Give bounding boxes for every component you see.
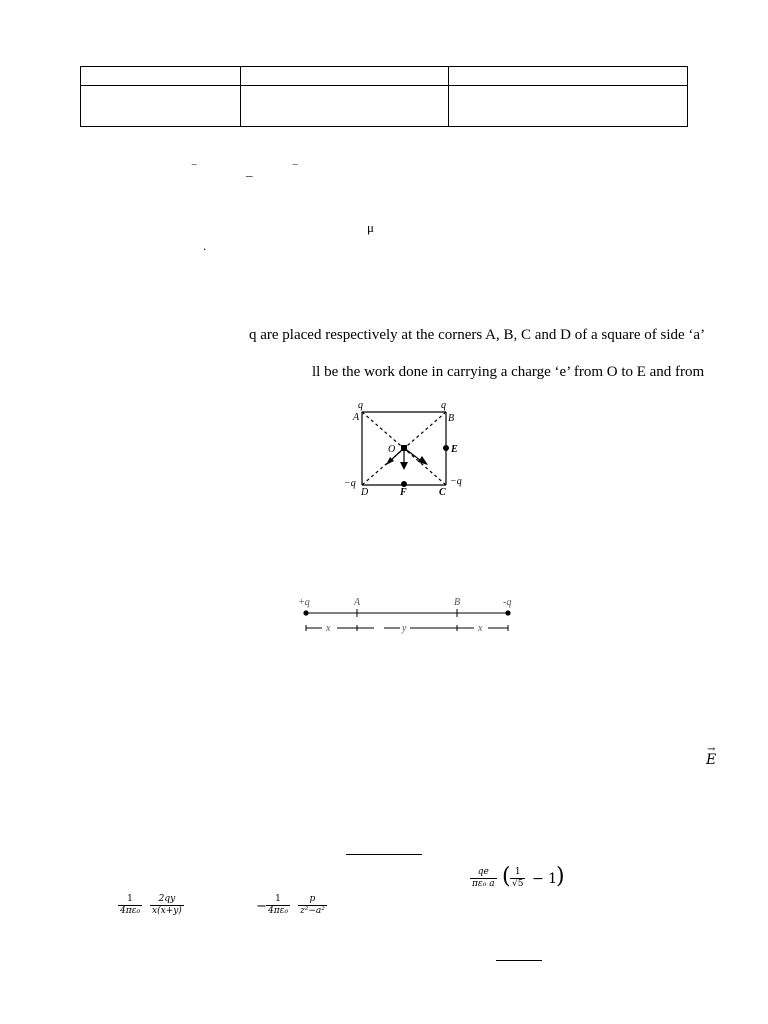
overline-mark: ‾ xyxy=(192,162,197,177)
formula-work-done xyxy=(470,866,570,894)
table-cell xyxy=(81,67,241,86)
vector-e-symbol xyxy=(706,744,717,768)
short-blank-line xyxy=(496,960,542,961)
arrowhead-icon xyxy=(400,462,408,470)
label-minus-q: -q xyxy=(503,597,512,608)
dot-mark: . xyxy=(203,238,207,253)
point-e xyxy=(443,445,449,451)
paren-open: ( xyxy=(502,864,511,889)
fraction: $\frac{1}{√5}$ xyxy=(512,867,524,889)
charge-label-b: q xyxy=(441,400,446,411)
fraction: $\frac{qe}{\text{πε₀ a}}$ xyxy=(472,867,495,889)
table-cell xyxy=(241,67,449,86)
mu-symbol: μ xyxy=(367,220,374,235)
vector-e-letter: E xyxy=(706,752,717,768)
label-distance-x: x xyxy=(326,623,331,634)
charge-label-d: −q xyxy=(344,478,356,489)
table-cell xyxy=(241,86,449,127)
charge-point-minus xyxy=(505,610,510,615)
point-label-e: E xyxy=(451,444,458,455)
answer-table xyxy=(80,66,688,127)
center-point-o xyxy=(401,445,407,451)
line-charges-figure xyxy=(292,592,522,642)
fraction: $\frac{1}{\text{4πε₀}}$ xyxy=(268,894,289,916)
vector-arrow-icon: → xyxy=(707,744,716,755)
table-row xyxy=(81,86,688,127)
corner-label-b: B xyxy=(448,413,455,424)
formula-tail: − 1 xyxy=(532,871,558,887)
formula-potential-diff xyxy=(118,894,198,922)
underline-mark: _ xyxy=(246,163,253,178)
answer-blank-line xyxy=(346,854,422,855)
question-line-1: q are placed respectively at the corners A, B, C and D of a square of side ‘a’ xyxy=(249,327,706,343)
label-distance-x: x xyxy=(478,623,483,634)
overline-mark: ‾ xyxy=(293,162,298,177)
center-label-o: O xyxy=(388,444,396,455)
label-point-b: B xyxy=(454,597,461,608)
paren-close: ) xyxy=(556,864,565,889)
fraction: $\frac{p}{\text{z²−a²}}$ xyxy=(300,894,325,916)
square-charges-figure xyxy=(340,398,480,508)
formula-dipole-potential xyxy=(256,894,346,922)
fraction: $\frac{2qy}{x(x+y)}$ xyxy=(152,894,182,916)
charge-label-c: −q xyxy=(450,476,462,487)
fraction: $\frac{1}{\text{4πε₀}}$ xyxy=(120,894,141,916)
charge-point-plus xyxy=(303,610,308,615)
arrowhead-icon xyxy=(418,456,428,465)
table-cell xyxy=(81,86,241,127)
label-plus-q: +q xyxy=(298,597,310,608)
point-label-f: F xyxy=(400,487,407,498)
table-cell xyxy=(449,67,688,86)
table-cell xyxy=(449,86,688,127)
charge-label-a: q xyxy=(358,400,363,411)
corner-label-c: C xyxy=(439,487,446,498)
question-line-2: ll be the work done in carrying a charge ‘e’ from O to E and from xyxy=(312,364,705,380)
label-distance-y: y xyxy=(402,623,407,634)
minus-sign: − xyxy=(256,899,267,914)
corner-label-a: A xyxy=(353,412,360,423)
corner-label-d: D xyxy=(361,487,369,498)
label-point-a: A xyxy=(354,597,361,608)
table-row xyxy=(81,67,688,86)
